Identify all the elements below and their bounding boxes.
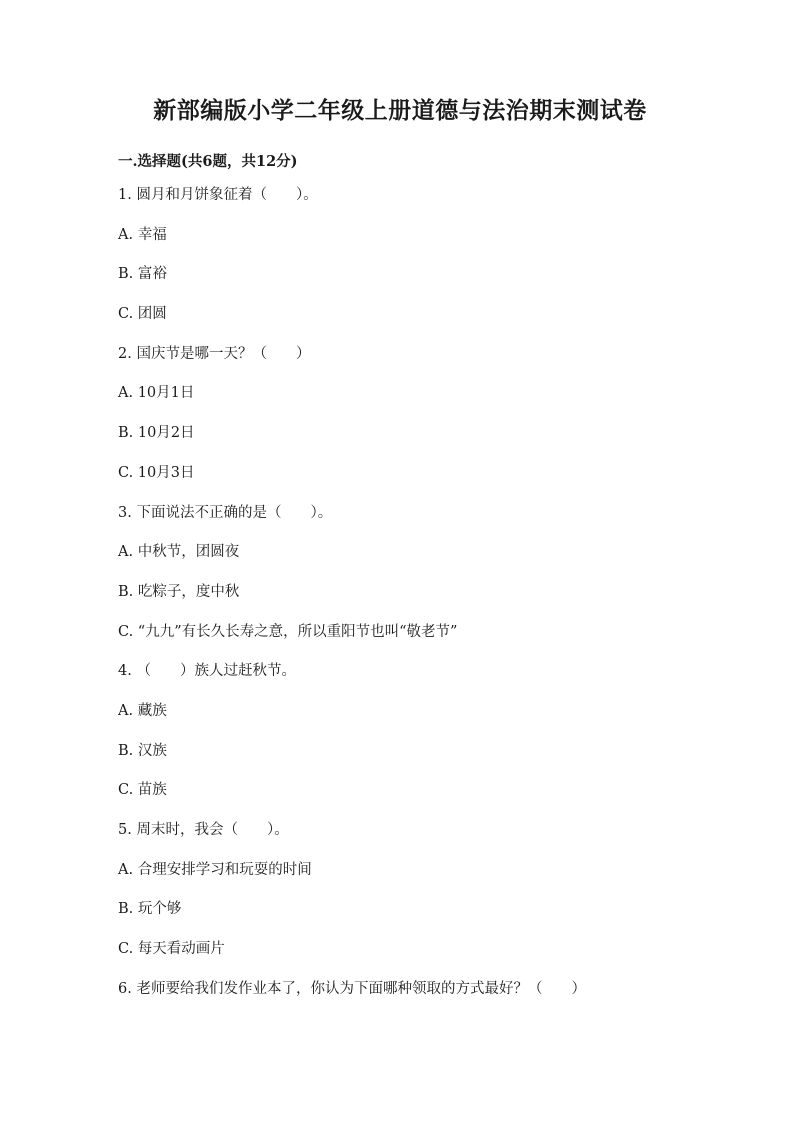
question-stem: 3. 下面说法不正确的是（ ）。 bbox=[118, 504, 333, 521]
option-b: B. 10月2日 bbox=[118, 425, 195, 442]
option-a: A. 幸福 bbox=[118, 226, 167, 243]
option-c: C. “九九”有长久长寿之意，所以重阳节也叫“敬老节” bbox=[118, 623, 458, 640]
question-stem: 4. （ ）族人过赶秋节。 bbox=[118, 663, 296, 680]
page-title: 新部编版小学二年级上册道德与法治期末测试卷 bbox=[153, 97, 647, 124]
question-stem: 5. 周末时，我会（ ）。 bbox=[118, 822, 289, 838]
option-a: A. 10月1日 bbox=[118, 385, 195, 402]
option-c: C. 苗族 bbox=[118, 782, 167, 799]
option-a: A. 合理安排学习和玩耍的时间 bbox=[118, 861, 312, 878]
option-a: A. 中秋节，团圆夜 bbox=[118, 544, 240, 561]
option-b: B. 玩个够 bbox=[118, 901, 182, 918]
question-list bbox=[118, 186, 718, 999]
option-c: C. 每天看动画片 bbox=[118, 941, 225, 958]
section-header: 一.选择题(共6题，共12分) bbox=[118, 153, 298, 170]
question-stem: 6. 老师要给我们发作业本了，你认为下面哪种领取的方式最好？（ ） bbox=[118, 980, 586, 997]
question-stem: 1. 圆月和月饼象征着（ ）。 bbox=[118, 187, 318, 203]
question-stem: 2. 国庆节是哪一天？（ ） bbox=[118, 345, 311, 362]
option-b: B. 汉族 bbox=[118, 742, 167, 759]
option-c: C. 10月3日 bbox=[118, 464, 195, 481]
option-b: B. 吃粽子，度中秋 bbox=[118, 583, 240, 600]
option-a: A. 藏族 bbox=[118, 702, 167, 719]
option-c: C. 团圆 bbox=[118, 306, 167, 323]
option-b: B. 富裕 bbox=[118, 266, 167, 283]
